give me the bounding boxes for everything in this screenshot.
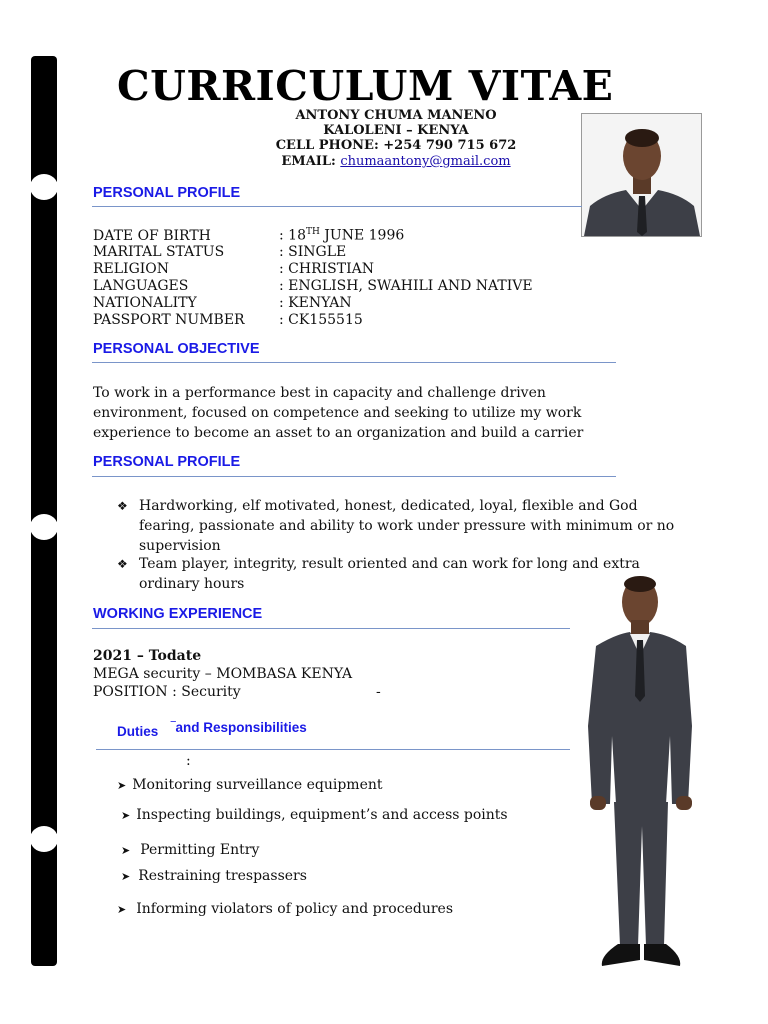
full-body-photo	[576, 576, 706, 976]
detail-row-passport: PASSPORT NUMBER : CK155515	[93, 312, 363, 328]
bar-notch-3	[30, 826, 58, 852]
email-label: EMAIL:	[281, 154, 336, 169]
arrow-bullet-icon: ➤	[117, 903, 127, 916]
diamond-bullet-icon: ❖	[117, 557, 128, 571]
detail-row-languages: LANGUAGES : ENGLISH, SWAHILI AND NATIVE	[93, 278, 533, 294]
detail-row-marital: MARITAL STATUS : SINGLE	[93, 244, 347, 260]
list-item: ➤ Restraining trespassers	[121, 868, 307, 884]
section-heading-objective: PERSONAL OBJECTIVE	[93, 341, 260, 357]
section-divider	[96, 749, 570, 750]
list-item: ❖ Team player, integrity, result oriented and can work for long and extra ordinary hours	[117, 556, 640, 592]
arrow-bullet-icon: ➤	[121, 870, 131, 883]
arrow-bullet-icon: ➤	[117, 779, 127, 792]
detail-row-nationality: NATIONALITY : KENYAN	[93, 295, 352, 311]
page-title: CURRICULUM VITAE	[117, 62, 614, 110]
applicant-location: KALOLENI – KENYA	[323, 123, 469, 138]
section-divider	[92, 362, 616, 363]
section-divider	[92, 628, 570, 629]
section-divider	[92, 476, 616, 477]
list-item: ❖ Hardworking, elf motivated, honest, dedicated, loyal, flexible and God fearing, passionate and ability to work under pressure with minimum or no supervision	[117, 498, 675, 554]
list-item: ➤ Permitting Entry	[121, 842, 260, 858]
applicant-phone: CELL PHONE: +254 790 715 672	[275, 138, 517, 153]
job-employer: MEGA security – MOMBASA KENYA	[93, 666, 353, 682]
position-dash: -	[376, 684, 381, 700]
arrow-bullet-icon: ➤	[121, 844, 131, 857]
detail-row-dob: DATE OF BIRTH : 18TH JUNE 1996	[93, 227, 405, 244]
profile-photo	[581, 113, 702, 237]
duties-heading-part2: ‾and Responsibilities	[171, 720, 307, 735]
diamond-bullet-icon: ❖	[117, 499, 128, 513]
list-item: ➤ Informing violators of policy and procedures	[117, 901, 454, 917]
duties-heading-part1: Duties	[117, 724, 159, 739]
section-heading-personal-profile: PERSONAL PROFILE	[93, 185, 241, 201]
list-item: ➤ Inspecting buildings, equipment’s and access points	[121, 807, 508, 823]
job-position: POSITION : Security	[93, 684, 241, 700]
section-heading-personal-profile-2: PERSONAL PROFILE	[93, 454, 241, 470]
email-link[interactable]: chumaantony@gmail.com	[340, 154, 511, 169]
arrow-bullet-icon: ➤	[121, 809, 131, 822]
list-item: ➤ Monitoring surveillance equipment	[117, 777, 383, 793]
applicant-name: ANTONY CHUMA MANENO	[295, 108, 497, 123]
applicant-email-line	[196, 154, 596, 169]
bar-notch-2	[30, 514, 58, 540]
detail-row-religion: RELIGION : CHRISTIAN	[93, 261, 374, 277]
section-heading-experience: WORKING EXPERIENCE	[93, 606, 263, 622]
objective-text: To work in a performance best in capacity and challenge driven environment, focused on competence and seeking to utilize my work experience to become an asset to an organization and build a carrier	[93, 385, 584, 441]
bar-notch-1	[30, 174, 58, 200]
job-period: 2021 – Todate	[93, 648, 202, 664]
duties-colon: :	[186, 753, 191, 769]
section-divider	[92, 206, 582, 207]
